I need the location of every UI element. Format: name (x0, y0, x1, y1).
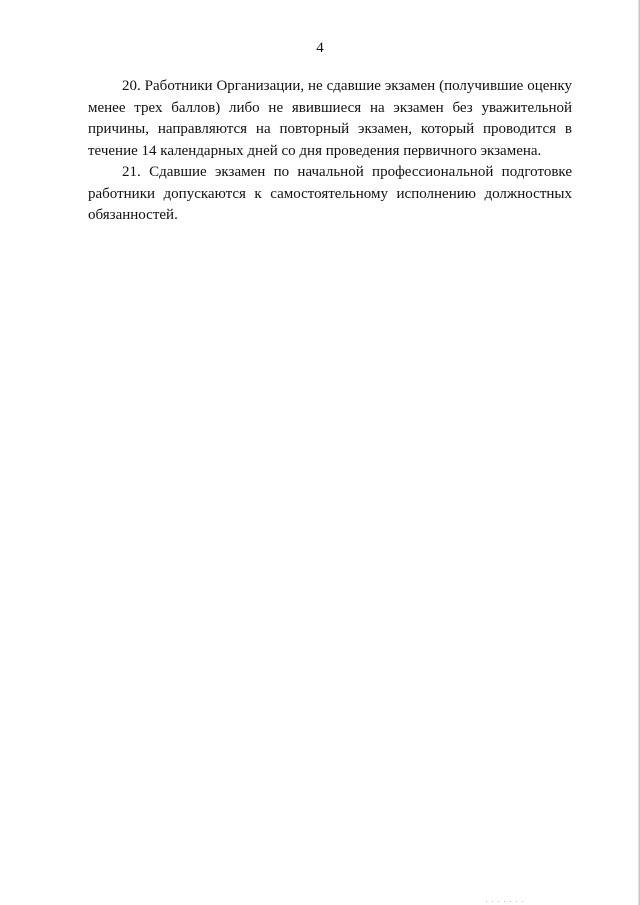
scan-artifact (486, 901, 526, 902)
paragraph-21: 21. Сдавшие экзамен по начальной профессиональной подготовке работники допускаются к самостоятельному исполнению должностных обязанностей. (88, 164, 572, 223)
page-number: 4 (316, 40, 324, 56)
document-body (88, 76, 572, 227)
paragraph-20: 20. Работники Организации, не сдавшие экзамен (получившие оценку менее трех баллов) либо не явившиеся на экзамен без уважительной причины, направляются на повторный экзамен, который проводится в течение 14 календарных дней со дня проведения первичного экзамена. (88, 78, 572, 159)
